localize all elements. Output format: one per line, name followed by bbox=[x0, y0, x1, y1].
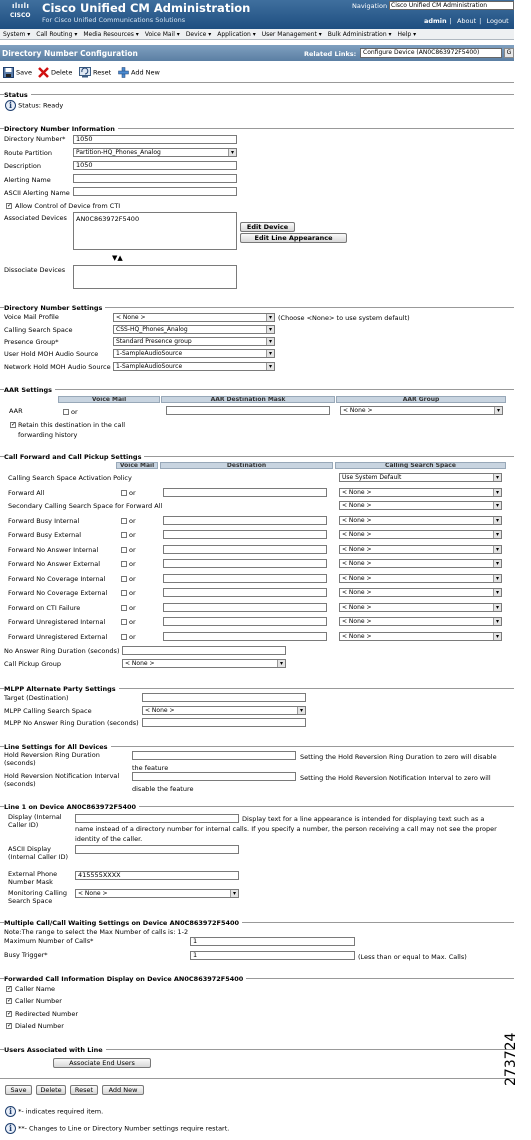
external-mask-label: External Phone Number Mask bbox=[8, 870, 58, 886]
directory-number-input[interactable]: 1050 bbox=[73, 135, 237, 144]
voice-mail-profile-select[interactable]: < None > ▾ bbox=[113, 313, 275, 322]
fwd-row-8-voice-mail-checkbox[interactable] bbox=[121, 619, 127, 625]
presence-group-label: Presence Group* bbox=[4, 338, 59, 346]
aar-col-voice-mail: Voice Mail bbox=[58, 396, 160, 403]
fwd-row-9-label: Forward Unregistered External bbox=[8, 633, 108, 641]
mlpp-target-input[interactable] bbox=[142, 693, 306, 702]
aar-or-label: or bbox=[71, 408, 78, 416]
dn-label: Directory Number* bbox=[4, 135, 66, 143]
fwd-row-6-or-label: or bbox=[129, 589, 136, 597]
divider bbox=[0, 82, 514, 83]
hold-reversion-interval-note: Setting the Hold Reversion Notification Interval to zero will disable the feature bbox=[132, 774, 491, 793]
multi-call-section-title: Multiple Call/Call Waiting Settings on Device AN0C863972F5400 bbox=[4, 919, 242, 927]
allow-cti-label: Allow Control of Device from CTI bbox=[15, 202, 121, 210]
caller-number-checkbox[interactable]: ✓ bbox=[7, 997, 13, 1004]
fwd-row-1-or-label: or bbox=[129, 517, 136, 525]
edit-device-button[interactable]: Edit Device bbox=[240, 222, 295, 232]
hold-reversion-ring-label: Hold Reversion Ring Duration (seconds) bbox=[4, 751, 100, 767]
fwd-row-6-css-select[interactable]: < None > ▾ bbox=[339, 588, 502, 597]
logout-link[interactable]: Logout bbox=[486, 17, 509, 25]
cfwd-col-destination: Destination bbox=[160, 462, 333, 469]
fwd-row-8-label: Forward Unregistered Internal bbox=[8, 618, 106, 626]
fwd-row-0-voice-mail-checkbox[interactable] bbox=[121, 490, 127, 496]
associated-devices-label: Associated Devices bbox=[4, 214, 67, 222]
alerting-name-input[interactable] bbox=[73, 174, 237, 183]
fwd-row-7-destination-input[interactable] bbox=[163, 603, 327, 612]
fwd-row-4-label: Forward No Answer External bbox=[8, 560, 101, 568]
menu-device[interactable]: Device ▾ bbox=[185, 31, 212, 38]
redirected-number-checkbox[interactable]: ✓ bbox=[7, 1010, 13, 1017]
menu-call-routing[interactable]: Call Routing ▾ bbox=[36, 31, 78, 38]
fwd-row-9-css-select[interactable]: < None > ▾ bbox=[339, 632, 502, 641]
menu-application[interactable]: Application ▾ bbox=[217, 31, 256, 38]
cisco-logo-text: CISCO bbox=[10, 12, 31, 19]
fwd-row-4-css-select[interactable]: < None > ▾ bbox=[339, 559, 502, 568]
fwd-row-1-css-select[interactable]: < None > ▾ bbox=[339, 516, 502, 525]
dn-info-section-title: Directory Number Information bbox=[4, 125, 118, 133]
secondary-css-select[interactable]: < None > ▾ bbox=[339, 501, 502, 510]
menu-help[interactable]: Help ▾ bbox=[397, 31, 417, 38]
fwd-row-6-voice-mail-checkbox[interactable] bbox=[121, 590, 127, 596]
divider bbox=[0, 94, 514, 95]
info-icon: i bbox=[5, 1123, 16, 1134]
go-button[interactable]: G bbox=[504, 48, 514, 58]
fwd-row-5-destination-input[interactable] bbox=[163, 574, 327, 583]
monitoring-css-select[interactable]: < None > ▾ bbox=[75, 889, 239, 898]
menu-bulk-administration[interactable]: Bulk Administration ▾ bbox=[327, 31, 392, 38]
delete-tool[interactable]: Delete bbox=[38, 67, 72, 78]
dialed-number-label: Dialed Number bbox=[15, 1022, 64, 1030]
fwd-row-2-destination-input[interactable] bbox=[163, 530, 327, 539]
cfwd-col-voice-mail: Voice Mail bbox=[116, 462, 158, 469]
navigation-select[interactable]: Cisco Unified CM Administration bbox=[389, 1, 514, 10]
aar-voice-mail-checkbox[interactable] bbox=[63, 409, 69, 415]
fwd-row-5-or-label: or bbox=[129, 575, 136, 583]
save-tool[interactable]: Save bbox=[3, 67, 32, 78]
restart-note: i **- Changes to Line or Directory Number settings require restart. bbox=[5, 1123, 229, 1134]
fwd-row-2-voice-mail-checkbox[interactable] bbox=[121, 532, 127, 538]
save-icon bbox=[3, 67, 14, 78]
navigation-label: Navigation bbox=[352, 2, 388, 10]
max-calls-note: Note:The range to select the Max Number of calls is: 1-2 bbox=[4, 928, 189, 936]
busy-trigger-input[interactable]: 1 bbox=[190, 951, 355, 960]
fwd-row-5-label: Forward No Coverage Internal bbox=[8, 575, 106, 583]
user-name: admin bbox=[424, 17, 447, 25]
add-new-icon bbox=[118, 67, 129, 78]
mlpp-css-label: MLPP Calling Search Space bbox=[4, 707, 92, 715]
ascii-display-input[interactable] bbox=[75, 845, 239, 854]
bottom-add-new-button[interactable]: Add New bbox=[102, 1085, 144, 1095]
aar-section-title: AAR Settings bbox=[4, 386, 55, 394]
aar-group-select[interactable]: < None > ▾ bbox=[340, 406, 503, 415]
fwd-row-7-label: Forward on CTI Failure bbox=[8, 604, 81, 612]
menu-voice-mail[interactable]: Voice Mail ▾ bbox=[144, 31, 180, 38]
route-partition-select[interactable]: Partition-HQ_Phones_Analog ▾ bbox=[73, 148, 237, 157]
aar-col-destination-mask: AAR Destination Mask bbox=[161, 396, 335, 403]
divider bbox=[0, 389, 514, 390]
fwd-row-0-destination-input[interactable] bbox=[163, 488, 327, 497]
caller-name-label: Caller Name bbox=[15, 985, 56, 993]
page-title: Directory Number Configuration bbox=[2, 49, 138, 58]
calling-search-space-label: Calling Search Space bbox=[4, 326, 73, 334]
delete-icon bbox=[38, 67, 49, 78]
status-line bbox=[5, 100, 63, 111]
fwd-row-2-or-label: or bbox=[129, 531, 136, 539]
fwd-row-1-label: Forward Busy Internal bbox=[8, 517, 80, 525]
add-new-tool[interactable]: Add New bbox=[118, 67, 160, 78]
monitoring-css-label: Monitoring Calling Search Space bbox=[8, 889, 68, 905]
redirected-number-label: Redirected Number bbox=[15, 1010, 79, 1018]
related-links-label: Related Links: bbox=[304, 50, 357, 58]
app-title: Cisco Unified CM Administration bbox=[42, 1, 251, 15]
fwd-row-3-destination-input[interactable] bbox=[163, 545, 327, 554]
alerting-name-label: Alerting Name bbox=[4, 176, 51, 184]
app-header: ılıılı CISCO Cisco Unified CM Administration For Cisco Unified Communications Solutions Navigation Cisco Unified CM Administration admin | About | Logout bbox=[0, 0, 514, 30]
bottom-reset-button[interactable]: Reset bbox=[70, 1085, 98, 1095]
page-title-bar bbox=[0, 45, 514, 61]
aar-destination-mask-input[interactable] bbox=[166, 406, 330, 415]
fwd-info-section-title: Forwarded Call Information Display on Device AN0C863972F5400 bbox=[4, 975, 246, 983]
caller-number-label: Caller Number bbox=[15, 997, 62, 1005]
secondary-css-label: Secondary Calling Search Space for Forward All bbox=[8, 502, 163, 510]
fwd-row-1-voice-mail-checkbox[interactable] bbox=[121, 518, 127, 524]
ascii-display-label: ASCII Display (Internal Caller ID) bbox=[8, 845, 68, 861]
fwd-row-2-label: Forward Busy External bbox=[8, 531, 82, 539]
retain-destination-checkbox[interactable]: ✓ bbox=[11, 421, 17, 428]
mlpp-section-title: MLPP Alternate Party Settings bbox=[4, 685, 119, 693]
line-settings-section-title: Line Settings for All Devices bbox=[4, 743, 111, 751]
max-calls-label: Maximum Number of Calls* bbox=[4, 937, 94, 945]
ascii-alerting-name-label: ASCII Alerting Name bbox=[4, 189, 70, 197]
fwd-row-3-label: Forward No Answer Internal bbox=[8, 546, 99, 554]
fwd-row-9-or-label: or bbox=[129, 633, 136, 641]
external-mask-input[interactable]: 415555XXXX bbox=[75, 871, 239, 880]
cfwd-section-title: Call Forward and Call Pickup Settings bbox=[4, 453, 144, 461]
fwd-row-6-label: Forward No Coverage External bbox=[8, 589, 108, 597]
voice-mail-profile-note: (Choose <None> to use system default) bbox=[278, 314, 410, 322]
fwd-row-7-css-select[interactable]: < None > ▾ bbox=[339, 603, 502, 612]
call-pickup-group-label: Call Pickup Group bbox=[4, 660, 62, 668]
call-pickup-group-select[interactable]: < None > ▾ bbox=[122, 659, 286, 668]
line1-section-title: Line 1 on Device AN0C863972F5400 bbox=[4, 803, 139, 811]
mlpp-duration-label: MLPP No Answer Ring Duration (seconds) bbox=[4, 719, 139, 727]
css-activation-policy-select[interactable]: Use System Default ▾ bbox=[339, 473, 502, 482]
fwd-row-1-destination-input[interactable] bbox=[163, 516, 327, 525]
network-hold-moh-select[interactable]: 1-SampleAudioSource ▾ bbox=[113, 362, 275, 371]
allow-cti-checkbox[interactable]: ✓ bbox=[7, 202, 13, 209]
fwd-row-4-destination-input[interactable] bbox=[163, 559, 327, 568]
user-hold-moh-select[interactable]: 1-SampleAudioSource ▾ bbox=[113, 349, 275, 358]
edit-line-appearance-button[interactable]: Edit Line Appearance bbox=[240, 233, 347, 243]
fwd-row-5-css-select[interactable]: < None > ▾ bbox=[339, 574, 502, 583]
retain-destination-label: Retain this destination in the call forwarding history bbox=[18, 421, 126, 439]
dissociate-devices-list[interactable] bbox=[73, 265, 237, 289]
fwd-row-7-or-label: or bbox=[129, 604, 136, 612]
fwd-row-4-or-label: or bbox=[129, 560, 136, 568]
cisco-logo-icon: ılıılı bbox=[12, 2, 30, 10]
fwd-row-0-label: Forward All bbox=[8, 489, 45, 497]
about-link[interactable]: About bbox=[456, 17, 477, 25]
user-hold-moh-label: User Hold MOH Audio Source bbox=[4, 350, 99, 358]
move-arrows-icon[interactable]: ▼▲ bbox=[112, 254, 123, 262]
busy-trigger-note: (Less than or equal to Max. Calls) bbox=[358, 953, 467, 961]
display-note: Display text for a line appearance is intended for displaying text such as a name instead of a directory number for internal calls. If you specify a number, the person receiving a call may not see the proper identity of the caller. bbox=[75, 815, 497, 843]
mlpp-target-label: Target (Destination) bbox=[4, 694, 69, 702]
hold-reversion-interval-label: Hold Reversion Notification Interval (seconds) bbox=[4, 772, 120, 788]
presence-group-select[interactable]: Standard Presence group ▾ bbox=[113, 337, 275, 346]
divider bbox=[0, 1078, 514, 1079]
fwd-row-0-css-select[interactable]: < None > ▾ bbox=[339, 488, 502, 497]
associated-device-item[interactable]: AN0C863972F5400 bbox=[76, 215, 140, 223]
reset-icon bbox=[79, 67, 91, 78]
fwd-row-8-or-label: or bbox=[129, 618, 136, 626]
status-text: Status: Ready bbox=[18, 101, 64, 110]
fwd-row-2-css-select[interactable]: < None > ▾ bbox=[339, 530, 502, 539]
fwd-row-9-voice-mail-checkbox[interactable] bbox=[121, 634, 127, 640]
app-subtitle: For Cisco Unified Communications Solutions bbox=[42, 16, 186, 24]
fwd-row-4-voice-mail-checkbox[interactable] bbox=[121, 561, 127, 567]
menu-user-management[interactable]: User Management ▾ bbox=[261, 31, 322, 38]
bottom-delete-button[interactable]: Delete bbox=[36, 1085, 66, 1095]
description-input[interactable]: 1050 bbox=[73, 161, 237, 170]
description-label: Description bbox=[4, 162, 42, 170]
fwd-row-7-voice-mail-checkbox[interactable] bbox=[121, 605, 127, 611]
info-icon: i bbox=[5, 100, 16, 111]
display-label: Display (Internal Caller ID) bbox=[8, 813, 62, 829]
bottom-save-button[interactable]: Save bbox=[5, 1085, 32, 1095]
fwd-row-5-voice-mail-checkbox[interactable] bbox=[121, 576, 127, 582]
route-partition-label: Route Partition bbox=[4, 149, 53, 157]
fwd-row-9-destination-input[interactable] bbox=[163, 632, 327, 641]
aar-row-label: AAR bbox=[9, 407, 23, 415]
ascii-alerting-name-input[interactable] bbox=[73, 187, 237, 196]
caller-name-checkbox[interactable]: ✓ bbox=[7, 985, 13, 992]
no-answer-ring-duration-input[interactable] bbox=[122, 646, 286, 655]
related-links-select[interactable]: Configure Device (AN0C863972F5400) bbox=[360, 48, 502, 58]
info-icon: i bbox=[5, 1106, 16, 1117]
figure-number: 273724 bbox=[503, 1032, 519, 1086]
main-menu bbox=[0, 29, 514, 40]
fwd-row-0-or-label: or bbox=[129, 489, 136, 497]
css-activation-policy-label: Calling Search Space Activation Policy bbox=[8, 474, 132, 482]
network-hold-moh-label: Network Hold MOH Audio Source bbox=[4, 363, 111, 371]
status-section-title: Status bbox=[4, 91, 31, 99]
associated-devices-list[interactable] bbox=[73, 212, 237, 250]
fwd-row-3-voice-mail-checkbox[interactable] bbox=[121, 547, 127, 553]
busy-trigger-label: Busy Trigger* bbox=[4, 951, 48, 959]
dn-settings-section-title: Directory Number Settings bbox=[4, 304, 105, 312]
fwd-row-3-css-select[interactable]: < None > ▾ bbox=[339, 545, 502, 554]
associate-end-users-button[interactable]: Associate End Users bbox=[53, 1058, 151, 1068]
fwd-row-6-destination-input[interactable] bbox=[163, 588, 327, 597]
menu-media-resources[interactable]: Media Resources ▾ bbox=[83, 31, 139, 38]
hold-reversion-ring-note: Setting the Hold Reversion Ring Duration to zero will disable the feature bbox=[132, 753, 497, 772]
mlpp-duration-input[interactable] bbox=[142, 718, 306, 727]
menu-system[interactable]: System ▾ bbox=[3, 31, 31, 38]
required-note: i *- indicates required item. bbox=[5, 1106, 103, 1117]
cfwd-col-css: Calling Search Space bbox=[335, 462, 506, 469]
voice-mail-profile-label: Voice Mail Profile bbox=[4, 313, 59, 321]
mlpp-css-select[interactable]: < None > ▾ bbox=[142, 706, 306, 715]
aar-col-group: AAR Group bbox=[336, 396, 506, 403]
no-answer-ring-duration-label: No Answer Ring Duration (seconds) bbox=[4, 647, 120, 655]
fwd-row-8-css-select[interactable]: < None > ▾ bbox=[339, 617, 502, 626]
dissociate-devices-label: Dissociate Devices bbox=[4, 266, 66, 274]
calling-search-space-select[interactable]: CSS-HQ_Phones_Analog ▾ bbox=[113, 325, 275, 334]
max-calls-input[interactable]: 1 bbox=[190, 937, 355, 946]
fwd-row-8-destination-input[interactable] bbox=[163, 617, 327, 626]
users-section-title: Users Associated with Line bbox=[4, 1046, 106, 1054]
fwd-row-3-or-label: or bbox=[129, 546, 136, 554]
dialed-number-checkbox[interactable]: ✓ bbox=[7, 1022, 13, 1029]
reset-tool[interactable]: Reset bbox=[79, 67, 111, 78]
